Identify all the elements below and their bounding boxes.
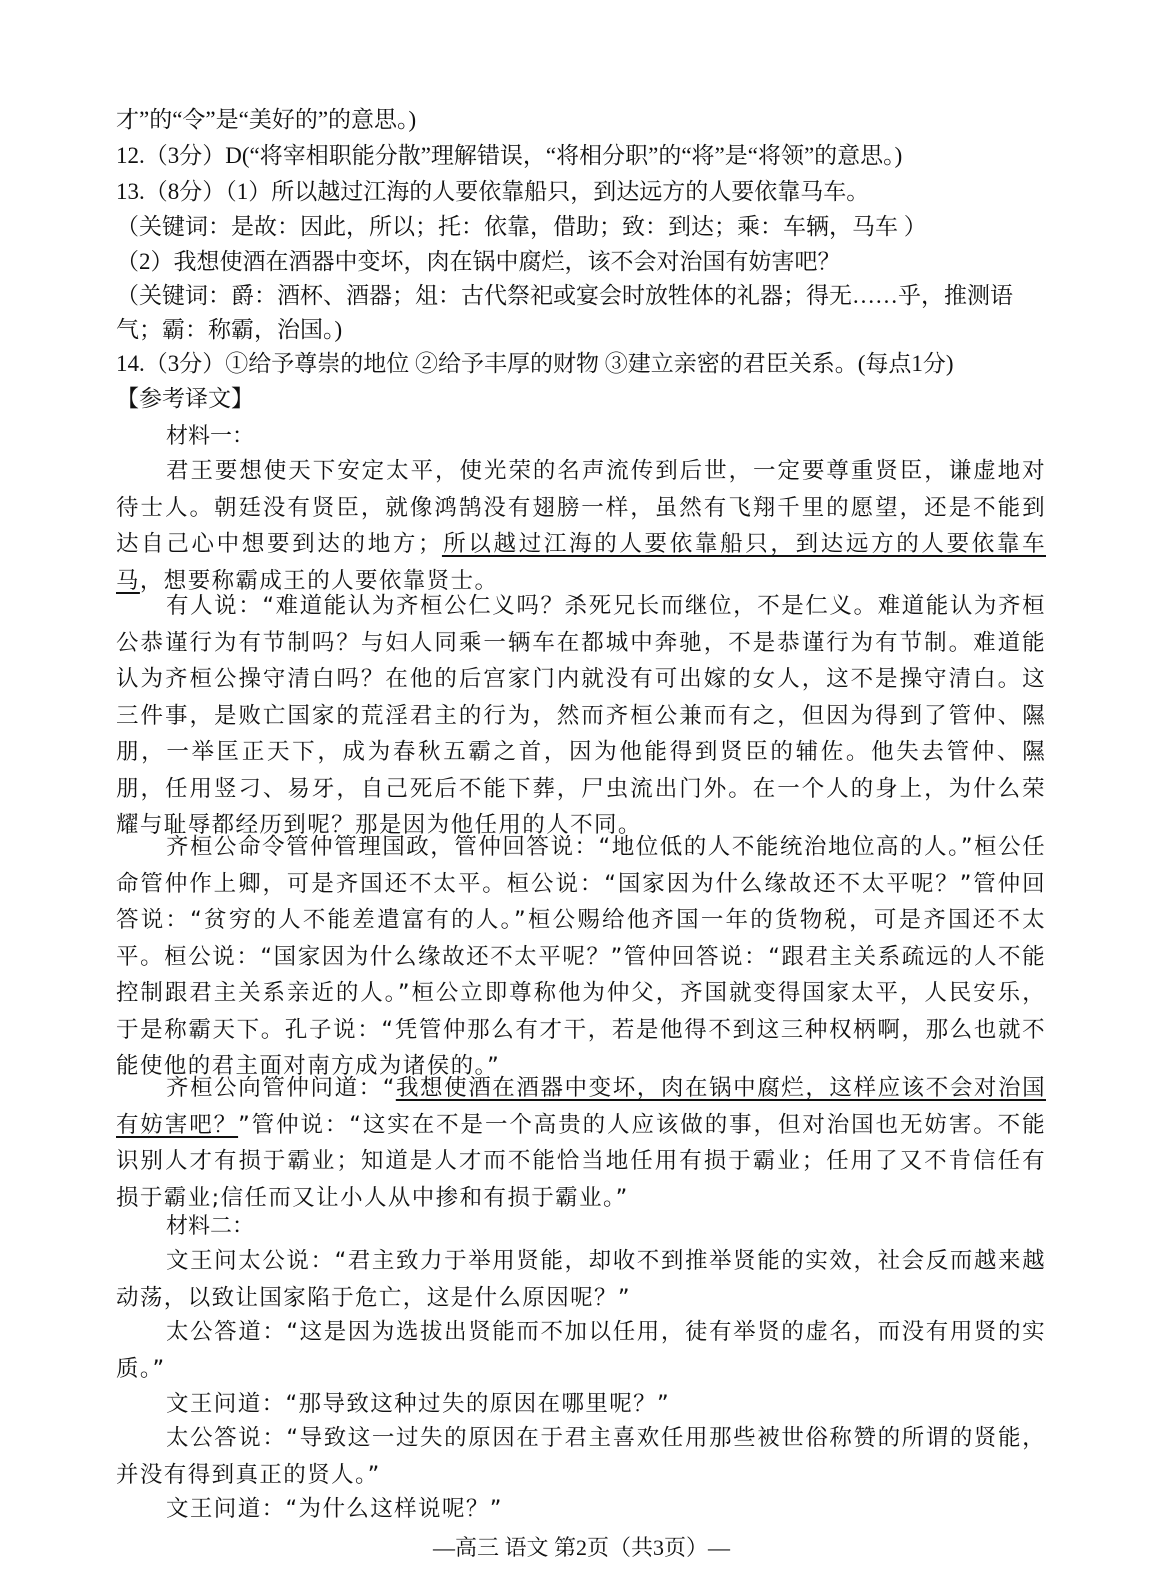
- material-two-paragraph-3: 文王问道：“那导致这种过失的原因在哪里呢？”: [166, 1391, 671, 1417]
- material-one-paragraph-3: 齐桓公命令管仲管理国政，管仲回答说：“地位低的人不能统治地位高的人。”桓公任命管仲作上卿，可是齐国还不太平。桓公说：“国家因为什么缘故还不太平呢？”管仲回答说：“贫穷的人不能差遣富有的人。”桓公赐给他齐国一年的货物税，可是齐国还不太平。桓公说：“国家因为什么缘故还不太平呢？”管仲回答说：“跟君主关系疏远的人不能控制跟君主关系亲近的人。”桓公立即尊称他为仲父，齐国就变得国家太平，人民安乐，于是称霸天下。孔子说：“凭管仲那么有才干，若是他得不到这三种权柄啊，那么也就不能使他的君主面对南方成为诸侯的。”: [116, 834, 1046, 1079]
- material-two-paragraph-5: 文王问道：“为什么这样说呢？”: [166, 1496, 503, 1522]
- paragraph-text: 齐桓公向管仲问道：“: [166, 1075, 396, 1101]
- paragraph-text: 君王要想使天下安定太平，使光荣的名声流传到后世，一定要尊重贤臣，谦虚地对待士人。朝廷没有贤臣，就像鸿鹄没有翅膀一样，虽然有飞翔千里的愿望，还是不能到达自己心中想要到达的地方；: [116, 458, 1046, 557]
- material-one-paragraph-2: 有人说：“难道能认为齐桓公仁义吗？杀死兄长而继位，不是仁义。难道能认为齐桓公恭谨行为有节制吗？与妇人同乘一辆车在都城中奔驰，不是恭谨行为有节制。难道能认为齐桓公操守清白吗？在他的后宫家门内就没有可出嫁的女人，这不是操守清白。这三件事，是败亡国家的荒淫君主的行为，然而齐桓公兼而有之，但因为得到了管仲、隰朋，一举匡正天下，成为春秋五霸之首，因为他能得到贤臣的辅佐。他失去管仲、隰朋，任用竖刁、易牙，自己死后不能下葬，尸虫流出门外。在一个人的身上，为什么荣耀与耻辱都经历到呢？那是因为他任用的人不同。: [116, 593, 1046, 838]
- underlined-sentence: 所以越过江海的人要依靠船只，到达远方的人要依靠车马: [116, 531, 1046, 594]
- material-one-paragraph-1: [116, 453, 1046, 599]
- material-two-paragraph-1: 文王问太公说：“君主致力于举用贤能，却收不到推举贤能的实效，社会反而越来越动荡，以致让国家陷于危亡，这是什么原因呢？”: [116, 1248, 1046, 1311]
- material-two-paragraph-2: 太公答道：“这是因为选拔出贤能而不加以任用，徒有举贤的虚名，而没有用贤的实质。”: [116, 1319, 1046, 1382]
- answer-q13-part1-keywords: （关键词：是故：因此，所以；托：依靠，借助；致：到达；乘：车辆，马车 ）: [116, 214, 927, 239]
- reference-translation-heading: 【参考译文】: [116, 386, 254, 411]
- answer-q13-part2-keywords-line2: 气；霸：称霸，治国。): [116, 317, 343, 342]
- material-one-paragraph-4: [116, 1070, 1046, 1216]
- previous-answer-continuation: 才”的“令”是“美好的”的意思。): [116, 107, 417, 132]
- page-footer: —高三 语文 第2页（共3页）—: [432, 1535, 730, 1560]
- answer-q12: 12.（3分）D(“将宰相职能分散”理解错误，“将相分职”的“将”是“将领”的意思。): [116, 143, 903, 168]
- answer-q13-part2-keywords-line1: （关键词：爵：酒杯、酒器；俎：古代祭祀或宴会时放牲体的礼器；得无……乎，推测语: [116, 283, 1013, 308]
- material-one-heading: 材料一：: [166, 424, 255, 449]
- paragraph-text: ，想要称霸成王的人要依靠贤士。: [139, 567, 499, 594]
- answer-q14: 14.（3分）①给予尊崇的地位 ②给予丰厚的财物 ③建立亲密的君臣关系。(每点1分): [116, 351, 954, 376]
- answer-q13-part2: （2）我想使酒在酒器中变坏，肉在锅中腐烂，该不会对治国有妨害吧？: [116, 249, 841, 274]
- underlined-sentence: 我想使酒在酒器中变坏，肉在锅中腐烂，这样应该不会对治国有妨害吧？: [116, 1075, 1046, 1138]
- material-two-paragraph-4: 太公答说：“导致这一过失的原因在于君主喜欢任用那些被世俗称赞的所谓的贤能，并没有得到真正的贤人。”: [116, 1425, 1046, 1488]
- paragraph-text: ”管仲说：“这实在不是一个高贵的人应该做的事，但对治国也无妨害。不能识别人才有损于霸业；知道是人才而不能恰当地任用有损于霸业；任用了又不肯信任有损于霸业;信任而又让小人从中掺和有损于霸业。”: [116, 1111, 1046, 1211]
- answer-q13-part1: 13.（8分）（1）所以越过江海的人要依靠船只，到达远方的人要依靠马车。: [116, 179, 870, 204]
- material-two-heading: 材料二：: [166, 1214, 255, 1239]
